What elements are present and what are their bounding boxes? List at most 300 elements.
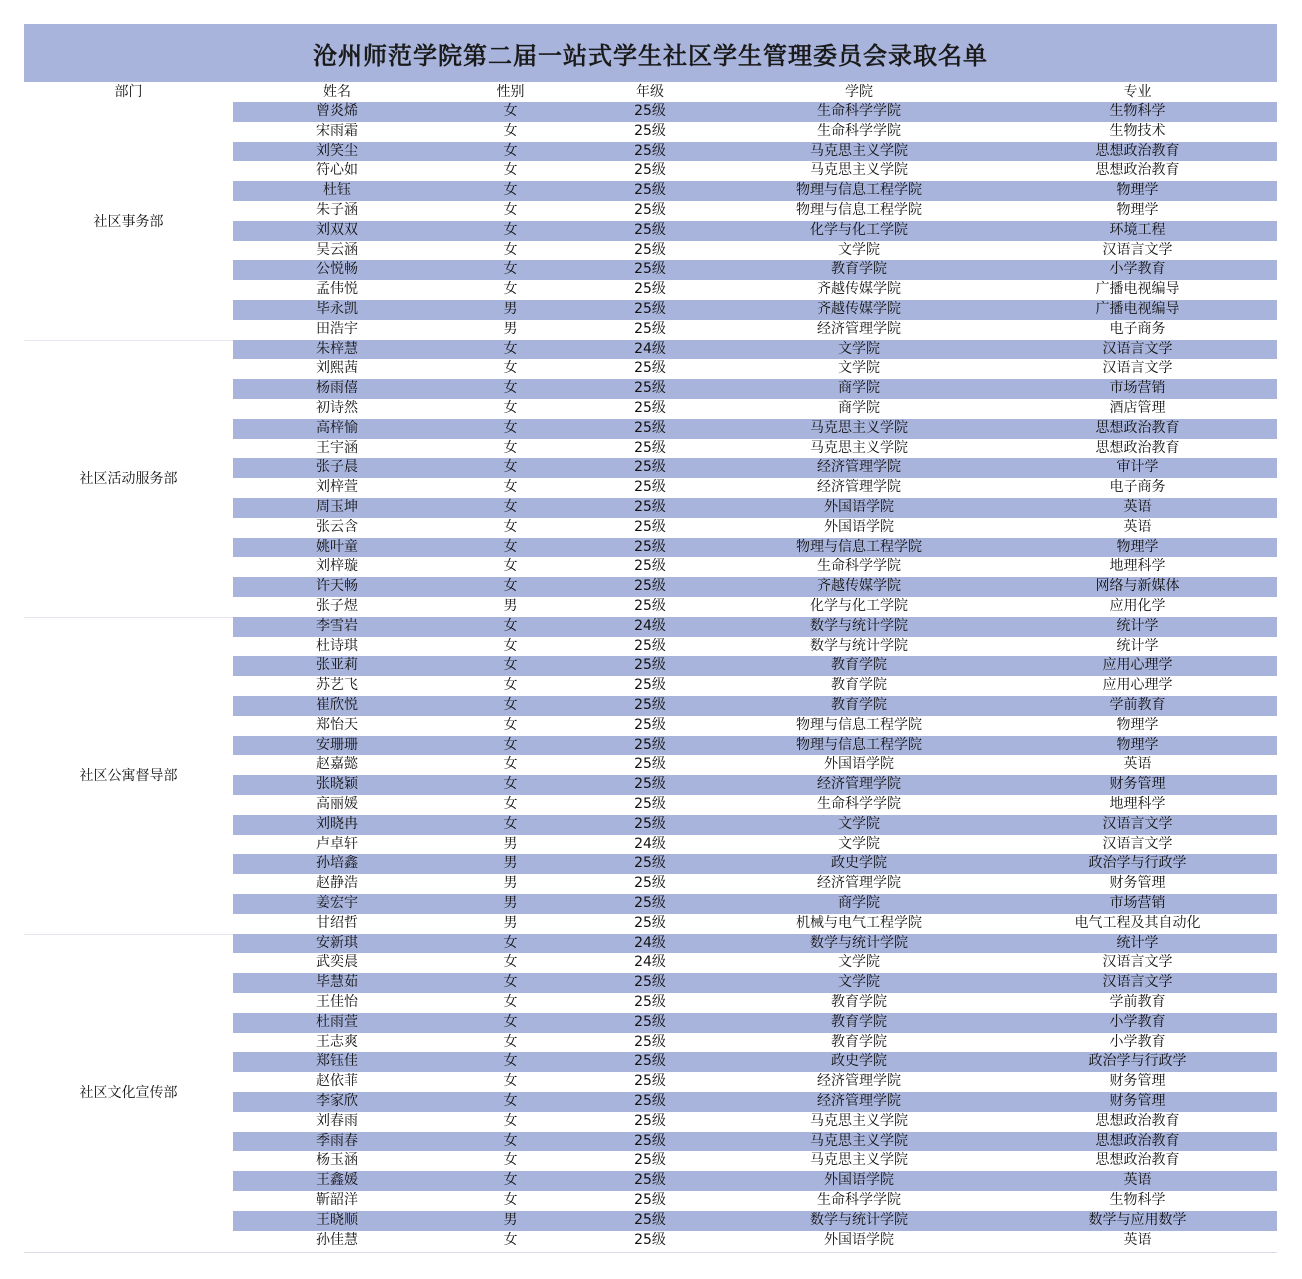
table-row [233, 815, 1277, 835]
cell-gender: 女 [503, 459, 518, 476]
cell-gender: 女 [503, 479, 518, 496]
cell-college: 外国语学院 [824, 756, 894, 773]
cell-name: 卢卓轩 [316, 835, 358, 852]
cell-gender: 女 [503, 221, 518, 238]
cell-major: 物理学 [1116, 202, 1159, 218]
cell-grade: 25级 [634, 162, 666, 179]
table-row [233, 1052, 1277, 1072]
cell-major: 汉语言文学 [1102, 974, 1173, 991]
cell-gender: 女 [503, 1172, 518, 1189]
cell-name: 公悦畅 [316, 261, 358, 278]
cell-major: 小学教育 [1109, 261, 1166, 278]
cell-name: 武奕晨 [316, 954, 358, 971]
cell-major: 地理科学 [1109, 558, 1166, 575]
cell-major: 财务管理 [1109, 1073, 1166, 1090]
table-row [233, 973, 1277, 993]
admission-table [24, 24, 1277, 1254]
cell-college: 生命科学学院 [817, 103, 901, 119]
cell-college: 物理与信息工程学院 [796, 538, 922, 555]
cell-major: 广播电视编导 [1095, 301, 1180, 317]
cell-name: 张晓颖 [316, 776, 358, 793]
cell-gender: 女 [503, 974, 518, 991]
table-row [233, 953, 1277, 973]
cell-grade: 25级 [634, 122, 666, 139]
cell-college: 物理与信息工程学院 [796, 182, 922, 199]
cell-college: 政史学院 [831, 1053, 887, 1070]
cell-gender: 女 [503, 419, 518, 436]
cell-college: 政史学院 [831, 855, 887, 872]
cell-gender: 女 [503, 716, 518, 733]
cell-grade: 25级 [634, 320, 666, 337]
cell-college: 教育学院 [831, 994, 887, 1010]
cell-name: 符心如 [316, 162, 358, 179]
cell-name: 张子晨 [316, 459, 358, 476]
cell-gender: 女 [503, 122, 518, 139]
cell-name: 甘绍哲 [316, 914, 358, 931]
cell-major: 应用化学 [1109, 598, 1166, 614]
cell-name: 王志爽 [316, 1033, 358, 1050]
cell-name: 郑钰佳 [316, 1053, 358, 1070]
cell-college: 马克思主义学院 [810, 162, 908, 179]
cell-gender: 女 [503, 182, 518, 199]
cell-college: 机械与电气工程学院 [796, 914, 922, 931]
cell-grade: 25级 [634, 241, 666, 258]
cell-grade: 25级 [634, 1231, 666, 1248]
cell-gender: 女 [503, 518, 518, 535]
cell-major: 英语 [1123, 756, 1152, 773]
cell-grade: 25级 [634, 796, 666, 812]
cell-grade: 25级 [634, 261, 666, 278]
cell-grade: 25级 [634, 538, 666, 555]
cell-name: 姜宏宇 [316, 895, 358, 911]
cell-major: 统计学 [1116, 637, 1159, 654]
table-title: 沧州师范学院第二届一站式学生社区学生管理委员会录取名单 [24, 24, 1277, 82]
table-row [233, 716, 1277, 736]
cell-gender: 女 [503, 142, 518, 159]
cell-college: 教育学院 [831, 261, 887, 278]
cell-major: 数学与应用数学 [1088, 1211, 1187, 1228]
cell-name: 杜钰 [323, 182, 351, 199]
cell-gender: 女 [503, 241, 518, 258]
cell-name: 王晓顺 [316, 1211, 358, 1228]
table-row [233, 241, 1277, 261]
table-row [233, 300, 1277, 320]
cell-major: 学前教育 [1109, 994, 1166, 1010]
cell-gender: 女 [503, 1132, 518, 1149]
cell-gender: 男 [503, 320, 518, 337]
cell-college: 生命科学学院 [817, 1192, 901, 1208]
cell-name: 朱梓慧 [316, 340, 358, 357]
cell-major: 酒店管理 [1109, 400, 1166, 416]
cell-grade: 25级 [634, 182, 666, 199]
cell-college: 数学与统计学院 [810, 934, 908, 951]
department-cell: 社区公寓督导部 [24, 617, 233, 934]
cell-gender: 女 [503, 558, 518, 575]
cell-gender: 女 [503, 1093, 518, 1109]
cell-college: 数学与统计学院 [810, 1211, 908, 1228]
cell-college: 齐越传媒学院 [817, 578, 901, 595]
cell-college: 教育学院 [831, 1013, 887, 1030]
cell-grade: 25级 [634, 1172, 666, 1189]
cell-college: 马克思主义学院 [810, 1132, 908, 1149]
cell-grade: 25级 [634, 895, 666, 911]
cell-grade: 25级 [634, 202, 666, 218]
table-row [233, 1033, 1277, 1053]
cell-grade: 25级 [634, 479, 666, 496]
cell-gender: 男 [503, 598, 518, 614]
table-row [233, 161, 1277, 181]
cell-college: 数学与统计学院 [810, 637, 908, 654]
cell-major: 物理学 [1116, 716, 1159, 733]
cell-grade: 25级 [634, 697, 666, 713]
cell-college: 经济管理学院 [817, 320, 901, 337]
cell-gender: 女 [503, 697, 518, 713]
cell-grade: 25级 [634, 558, 666, 575]
table-row [233, 439, 1277, 459]
table-row [233, 538, 1277, 558]
cell-name: 崔欣悦 [316, 697, 358, 713]
cell-grade: 25级 [634, 756, 666, 773]
table-row [233, 1171, 1277, 1191]
cell-major: 统计学 [1116, 934, 1159, 951]
cell-gender: 女 [503, 499, 518, 515]
cell-grade: 24级 [634, 954, 666, 971]
cell-grade: 25级 [634, 637, 666, 654]
table-row [233, 1013, 1277, 1033]
table-row [233, 221, 1277, 241]
cell-major: 应用心理学 [1102, 677, 1173, 694]
table-row [233, 835, 1277, 855]
table-row [233, 1132, 1277, 1152]
cell-grade: 25级 [634, 994, 666, 1010]
table-header [24, 82, 1277, 102]
cell-major: 物理学 [1116, 182, 1159, 199]
cell-major: 思想政治教育 [1095, 1112, 1180, 1129]
cell-college: 文学院 [838, 835, 880, 852]
table-row [233, 340, 1277, 360]
cell-name: 王宇涵 [316, 439, 358, 456]
cell-grade: 25级 [634, 459, 666, 476]
cell-major: 小学教育 [1109, 1033, 1166, 1050]
cell-college: 马克思主义学院 [810, 439, 908, 456]
table-row [233, 1191, 1277, 1211]
cell-college: 数学与统计学院 [810, 617, 908, 634]
cell-grade: 25级 [634, 1033, 666, 1050]
table-row [233, 696, 1277, 716]
table-body [24, 102, 1277, 1254]
table-row [233, 795, 1277, 815]
cell-college: 化学与化工学院 [810, 221, 908, 238]
cell-major: 财务管理 [1109, 776, 1166, 793]
table-row [233, 478, 1277, 498]
cell-gender: 男 [503, 914, 518, 931]
cell-name: 季雨春 [316, 1132, 358, 1149]
cell-name: 孙培鑫 [316, 855, 358, 872]
header-department: 部门 [114, 84, 143, 100]
header-college: 学院 [845, 84, 873, 100]
table-row [233, 676, 1277, 696]
cell-grade: 25级 [634, 221, 666, 238]
cell-major: 审计学 [1116, 459, 1159, 476]
header-grade: 年级 [636, 84, 664, 100]
cell-major: 汉语言文学 [1102, 340, 1173, 357]
cell-grade: 25级 [634, 419, 666, 436]
cell-college: 马克思主义学院 [810, 1152, 908, 1169]
cell-grade: 25级 [634, 1152, 666, 1169]
cell-name: 安新琪 [316, 934, 358, 951]
cell-name: 张亚莉 [316, 657, 358, 674]
cell-gender: 女 [503, 657, 518, 674]
department-divider [24, 617, 233, 618]
cell-gender: 男 [503, 855, 518, 872]
cell-name: 高梓愉 [316, 419, 358, 436]
cell-major: 政治学与行政学 [1088, 1053, 1187, 1070]
cell-grade: 25级 [634, 657, 666, 674]
cell-major: 政治学与行政学 [1088, 855, 1187, 872]
cell-gender: 女 [503, 677, 518, 694]
cell-major: 汉语言文学 [1102, 835, 1173, 852]
cell-college: 教育学院 [831, 657, 887, 674]
cell-name: 郑怡天 [316, 716, 358, 733]
cell-major: 汉语言文学 [1102, 815, 1173, 832]
cell-major: 汉语言文学 [1102, 954, 1173, 971]
cell-gender: 女 [503, 954, 518, 971]
cell-name: 杨雨僖 [316, 380, 358, 397]
table-row [233, 597, 1277, 617]
header-major: 专业 [1123, 84, 1152, 100]
cell-gender: 女 [503, 736, 518, 753]
department-cell: 社区活动服务部 [24, 340, 233, 617]
table-row [233, 736, 1277, 756]
cell-major: 市场营销 [1109, 380, 1166, 397]
table-row [233, 557, 1277, 577]
cell-gender: 女 [503, 1152, 518, 1169]
cell-name: 孟伟悦 [316, 281, 358, 298]
cell-gender: 女 [503, 380, 518, 397]
cell-name: 靳韶洋 [316, 1192, 358, 1208]
cell-college: 商学院 [838, 400, 880, 416]
cell-college: 齐越传媒学院 [817, 281, 901, 298]
table-row [233, 518, 1277, 538]
cell-college: 生命科学学院 [817, 558, 901, 575]
cell-gender: 女 [503, 1231, 518, 1248]
cell-grade: 25级 [634, 400, 666, 416]
cell-gender: 男 [503, 875, 518, 892]
cell-college: 商学院 [838, 380, 880, 397]
cell-major: 英语 [1123, 1172, 1152, 1189]
cell-gender: 女 [503, 1192, 518, 1208]
table-row [233, 775, 1277, 795]
table-row [233, 379, 1277, 399]
cell-name: 苏艺飞 [316, 677, 358, 694]
cell-college: 文学院 [838, 954, 880, 971]
cell-grade: 25级 [634, 875, 666, 892]
cell-major: 地理科学 [1109, 796, 1166, 812]
cell-grade: 24级 [634, 934, 666, 951]
cell-gender: 男 [503, 1211, 518, 1228]
cell-college: 外国语学院 [824, 1172, 894, 1189]
cell-name: 刘笑尘 [316, 142, 358, 159]
cell-grade: 25级 [634, 1073, 666, 1090]
table-row [233, 260, 1277, 280]
cell-major: 环境工程 [1109, 221, 1166, 238]
cell-grade: 24级 [634, 617, 666, 634]
cell-name: 赵嘉懿 [316, 756, 358, 773]
cell-gender: 女 [503, 617, 518, 634]
cell-name: 朱子涵 [316, 202, 358, 218]
cell-major: 英语 [1123, 1231, 1152, 1248]
table-row [233, 122, 1277, 142]
cell-name: 杜雨萱 [316, 1013, 358, 1030]
cell-name: 宋雨霜 [316, 122, 358, 139]
cell-college: 外国语学院 [824, 499, 894, 515]
cell-major: 财务管理 [1109, 875, 1166, 892]
cell-gender: 女 [503, 162, 518, 179]
table-row [233, 320, 1277, 340]
table-row [233, 617, 1277, 637]
cell-major: 思想政治教育 [1095, 162, 1180, 179]
cell-gender: 女 [503, 400, 518, 416]
cell-grade: 25级 [634, 716, 666, 733]
table-row [233, 201, 1277, 221]
cell-college: 文学院 [838, 360, 880, 377]
cell-grade: 25级 [634, 380, 666, 397]
cell-college: 教育学院 [831, 677, 887, 694]
cell-grade: 25级 [634, 103, 666, 119]
cell-name: 赵静浩 [316, 875, 358, 892]
table-row [233, 1092, 1277, 1112]
cell-name: 孙佳慧 [316, 1231, 358, 1248]
cell-name: 王鑫媛 [316, 1172, 358, 1189]
table-row [233, 934, 1277, 954]
cell-college: 生命科学学院 [817, 122, 901, 139]
table-row [233, 498, 1277, 518]
cell-college: 物理与信息工程学院 [796, 716, 922, 733]
cell-grade: 25级 [634, 815, 666, 832]
cell-name: 毕永凯 [316, 301, 358, 317]
table-row [233, 419, 1277, 439]
cell-major: 小学教育 [1109, 1013, 1166, 1030]
cell-name: 刘晓冉 [316, 815, 358, 832]
cell-gender: 女 [503, 1073, 518, 1090]
cell-major: 电子商务 [1109, 320, 1166, 337]
table-row [233, 656, 1277, 676]
cell-gender: 女 [503, 281, 518, 298]
cell-grade: 25级 [634, 736, 666, 753]
table-row [233, 399, 1277, 419]
cell-name: 王佳怡 [316, 994, 358, 1010]
cell-major: 思想政治教育 [1095, 439, 1180, 456]
cell-major: 广播电视编导 [1095, 281, 1180, 298]
cell-grade: 25级 [634, 776, 666, 793]
table-row [233, 1231, 1277, 1251]
cell-major: 思想政治教育 [1095, 419, 1180, 436]
cell-college: 外国语学院 [824, 1231, 894, 1248]
cell-name: 姚叶童 [316, 538, 358, 555]
table-row [233, 142, 1277, 162]
cell-grade: 25级 [634, 914, 666, 931]
cell-college: 经济管理学院 [817, 776, 901, 793]
cell-grade: 25级 [634, 360, 666, 377]
table-row [233, 854, 1277, 874]
cell-grade: 24级 [634, 835, 666, 852]
cell-major: 财务管理 [1109, 1093, 1166, 1109]
cell-college: 化学与化工学院 [810, 598, 908, 614]
cell-college: 马克思主义学院 [810, 419, 908, 436]
cell-gender: 女 [503, 1033, 518, 1050]
cell-grade: 25级 [634, 1112, 666, 1129]
cell-college: 教育学院 [831, 697, 887, 713]
cell-grade: 25级 [634, 1013, 666, 1030]
cell-grade: 25级 [634, 855, 666, 872]
cell-college: 外国语学院 [824, 518, 894, 535]
cell-college: 马克思主义学院 [810, 1112, 908, 1129]
cell-college: 文学院 [838, 340, 880, 357]
cell-college: 文学院 [838, 815, 880, 832]
cell-gender: 女 [503, 934, 518, 951]
cell-gender: 女 [503, 340, 518, 357]
cell-major: 生物技术 [1109, 122, 1166, 139]
cell-name: 张云含 [316, 518, 358, 535]
cell-major: 应用心理学 [1102, 657, 1173, 674]
cell-name: 刘熙茜 [316, 360, 358, 377]
cell-major: 汉语言文学 [1102, 360, 1173, 377]
table-row [233, 181, 1277, 201]
cell-name: 毕慧茹 [316, 974, 358, 991]
cell-college: 经济管理学院 [817, 875, 901, 892]
cell-gender: 女 [503, 538, 518, 555]
cell-name: 刘双双 [316, 221, 358, 238]
department-cell: 社区事务部 [24, 102, 233, 340]
cell-major: 英语 [1123, 518, 1152, 535]
cell-gender: 女 [503, 439, 518, 456]
cell-college: 齐越传媒学院 [817, 301, 901, 317]
cell-gender: 女 [503, 1013, 518, 1030]
cell-name: 安珊珊 [316, 736, 358, 753]
cell-grade: 25级 [634, 677, 666, 694]
cell-major: 统计学 [1116, 617, 1159, 634]
cell-gender: 男 [503, 895, 518, 911]
cell-college: 经济管理学院 [817, 479, 901, 496]
table-row [233, 1072, 1277, 1092]
cell-gender: 女 [503, 637, 518, 654]
cell-name: 杨玉涵 [316, 1152, 358, 1169]
cell-major: 思想政治教育 [1095, 1132, 1180, 1149]
cell-college: 物理与信息工程学院 [796, 202, 922, 218]
table-row [233, 637, 1277, 657]
cell-gender: 女 [503, 1053, 518, 1070]
cell-gender: 女 [503, 261, 518, 278]
cell-major: 英语 [1123, 499, 1152, 515]
cell-major: 电气工程及其自动化 [1074, 914, 1201, 931]
cell-name: 李雪岩 [316, 617, 358, 634]
cell-name: 张子煜 [316, 598, 358, 614]
cell-grade: 24级 [634, 340, 666, 357]
cell-major: 物理学 [1116, 736, 1159, 753]
header-name: 姓名 [323, 84, 351, 100]
cell-gender: 女 [503, 578, 518, 595]
cell-grade: 25级 [634, 281, 666, 298]
cell-name: 刘梓璇 [316, 558, 358, 575]
table-row [233, 755, 1277, 775]
table-row [233, 1112, 1277, 1132]
cell-name: 初诗然 [316, 400, 358, 416]
cell-grade: 25级 [634, 301, 666, 317]
table-row [233, 280, 1277, 300]
cell-college: 经济管理学院 [817, 1093, 901, 1109]
header-gender: 性别 [496, 84, 525, 100]
cell-gender: 女 [503, 756, 518, 773]
